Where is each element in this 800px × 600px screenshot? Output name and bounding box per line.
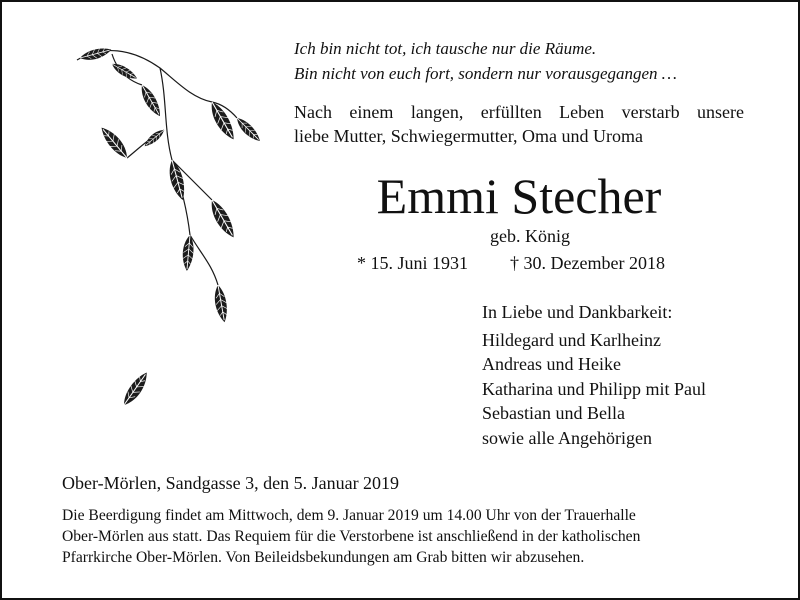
intro-text	[294, 100, 744, 148]
falling-leaf-icon	[119, 369, 151, 408]
mourner-name: Katharina und Philipp mit Paul	[482, 378, 706, 399]
death-date: † 30. Dezember 2018	[510, 253, 665, 273]
funeral-notice-line: Pfarrkirche Ober-Mörlen. Von Beileidsbekundungen am Grab bitten wir abzusehen.	[62, 549, 585, 566]
quote-line-2: Bin nicht von euch fort, sondern nur vorausgegangen …	[294, 64, 677, 83]
mourner-name: sowie alle Angehörigen	[482, 427, 652, 448]
birth-date: * 15. Juni 1931	[357, 253, 469, 273]
mourner-name: Hildegard und Karlheinz	[482, 329, 661, 350]
maiden-name: geb. König	[490, 226, 570, 246]
funeral-notice-line: Ober-Mörlen aus statt. Das Requiem für die Verstorbene ist anschließend in der katholischen	[62, 528, 641, 545]
intro-line-2: liebe Mutter, Schwiegermutter, Oma und Uroma	[294, 126, 643, 146]
intro-line-1: Nach einem langen, erfüllten Leben verstarb unsere	[294, 102, 744, 122]
place-and-date: Ober-Mörlen, Sandgasse 3, den 5. Januar 2019	[62, 473, 400, 493]
funeral-notice	[62, 505, 752, 568]
mourner-name: Sebastian und Bella	[482, 403, 625, 423]
quote-line-1: Ich bin nicht tot, ich tausche nur die Räume.	[294, 39, 597, 58]
falling-leaves-illustration	[72, 40, 262, 430]
funeral-notice-line: Die Beerdigung findet am Mittwoch, dem 9. Januar 2019 um 14.00 Uhr von der Trauerhalle	[62, 507, 636, 524]
leaf-cluster	[79, 45, 262, 323]
mourners-heading: In Liebe und Dankbarkeit:	[482, 302, 673, 322]
mourner-name: Andreas und Heike	[482, 354, 621, 374]
deceased-name: Emmi Stecher	[376, 168, 662, 224]
mourners-block	[482, 300, 706, 450]
twig-lines	[77, 51, 237, 285]
